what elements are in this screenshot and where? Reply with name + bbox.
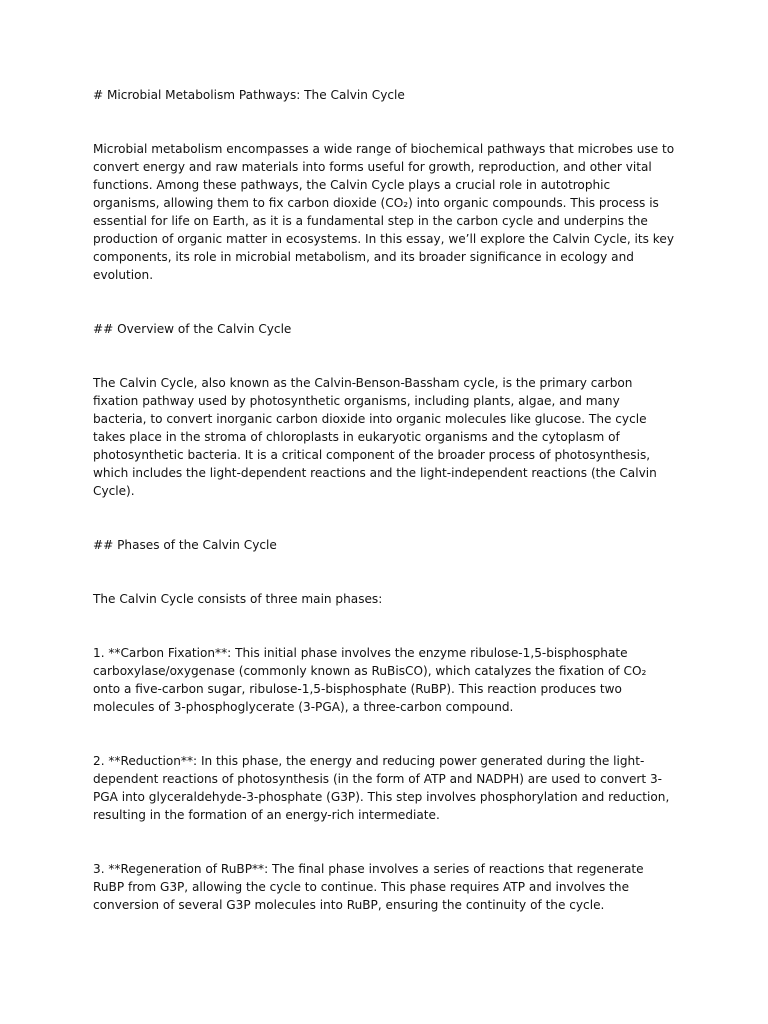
phase-item-regeneration: 3. **Regeneration of RuBP**: The final phase involves a series of reactions that regenerate RuBP from G3P, allowing the cycle to continue. This phase requires ATP and involves the conversion of several G3P molecules into RuBP, ensuring the continuity of the cycle. bbox=[93, 862, 644, 912]
overview-paragraph: The Calvin Cycle, also known as the Calvin-Benson-Bassham cycle, is the primary carbon fixation pathway used by photosynthetic organisms, including plants, algae, and many bacteria, to convert inorganic carbon dioxide into organic molecules like glucose. The cycle takes place in the stroma of chloroplasts in eukaryotic organisms and the cytoplasm of photosynthetic bacteria. It is a critical component of the broader process of photosynthesis, which includes the light-dependent reactions and the light-independent reactions (the Calvin Cycle). bbox=[93, 376, 657, 498]
document-title: # Microbial Metabolism Pathways: The Calvin Cycle bbox=[93, 88, 405, 102]
document-body bbox=[93, 86, 675, 914]
intro-paragraph: Microbial metabolism encompasses a wide range of biochemical pathways that microbes use to convert energy and raw materials into forms useful for growth, reproduction, and other vital functions. Among these pathways, the Calvin Cycle plays a crucial role in autotrophic organisms, allowing them to fix carbon dioxide (CO₂) into organic compounds. This process is essential for life on Earth, as it is a fundamental step in the carbon cycle and underpins the production of organic matter in ecosystems. In this essay, we’ll explore the Calvin Cycle, its key components, its role in microbial metabolism, and its broader significance in ecology and evolution. bbox=[93, 142, 675, 282]
phase-item-reduction: 2. **Reduction**: In this phase, the energy and reducing power generated during the light-dependent reactions of photosynthesis (in the form of ATP and NADPH) are used to convert 3-PGA into glyceraldehyde-3-phosphate (G3P). This step involves phosphorylation and reduction, resulting in the formation of an energy-rich intermediate. bbox=[93, 754, 670, 822]
phases-heading: ## Phases of the Calvin Cycle bbox=[93, 538, 277, 552]
overview-heading: ## Overview of the Calvin Cycle bbox=[93, 322, 292, 336]
phases-intro-paragraph: The Calvin Cycle consists of three main phases: bbox=[93, 592, 383, 606]
phase-item-carbon-fixation: 1. **Carbon Fixation**: This initial phase involves the enzyme ribulose-1,5-bisphosphate carboxylase/oxygenase (commonly known as RuBisCO), which catalyzes the fixation of CO₂ onto a five-carbon sugar, ribulose-1,5-bisphosphate (RuBP). This reaction produces two molecules of 3-phosphoglycerate (3-PGA), a three-carbon compound. bbox=[93, 646, 647, 714]
